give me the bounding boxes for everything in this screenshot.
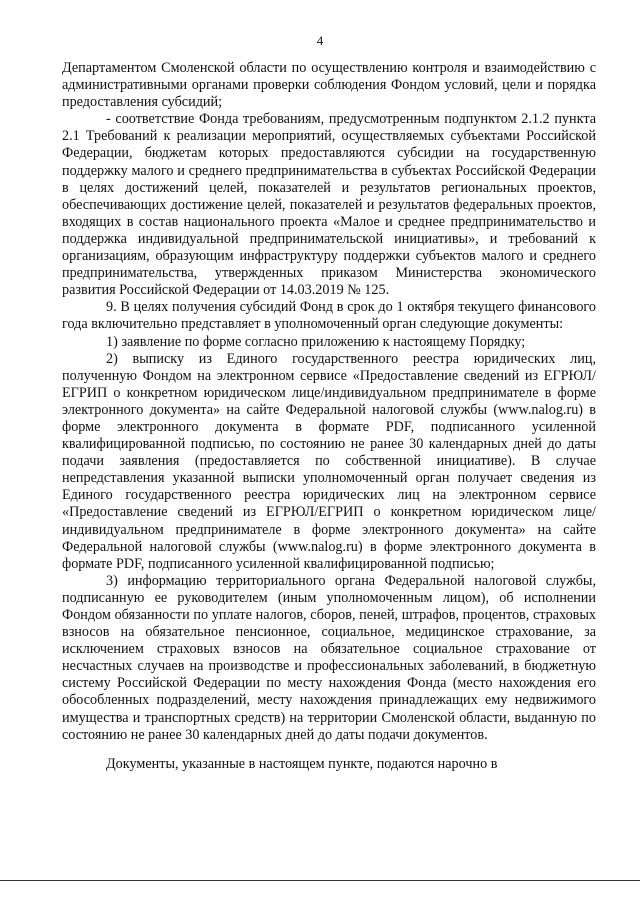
list-item-application: 1) заявление по форме согласно приложению к настоящему Порядку; — [106, 333, 526, 350]
footer-divider — [0, 880, 640, 881]
page-number: 4 — [316, 33, 324, 48]
paragraph-department-control: Департаментом Смоленской области по осуществлению контроля и взаимодействию с административными органами проверки соблюдения Фондом условий, цели и порядка предоставления субсидий; — [62, 60, 596, 111]
paragraph-documents-submission: Документы, указанные в настоящем пункте, подаются нарочно в — [106, 755, 498, 772]
paragraph-clause-9: 9. В целях получения субсидий Фонд в срок до 1 октября текущего финансового года включительно представляет в уполномоченный орган следующие документы: — [62, 299, 596, 333]
list-item-tax-information: 3) информацию территориального органа Федеральной налоговой службы, подписанную ее руководителем (иным уполномоченным лицом), об исполнении Фондом обязанности по уплате налогов, сборов, пеней, штрафов, процентов, страховых взносов на обязательное пенсионное, социальное, медицинское страхование, за исключением страховых взносов на обязательное социальное страхование от несчастных случаев на производстве и профессиональных заболеваний, в бюджетную систему Российской Федерации по месту нахождения Фонда (место нахождения его обособленных подразделений, месту нахождения принадлежащих ему недвижимого имущества и транспортных средств) на территории Смоленской области, выданную по состоянию не ранее 30 календарных дней до даты подачи документов. — [62, 572, 596, 743]
document-body — [62, 60, 596, 773]
list-item-egrul-extract: 2) выписку из Единого государственного реестра юридических лиц, полученную Фондом на электронном сервисе «Предоставление сведений из ЕГРЮЛ/ЕГРИП о конкретном юридическом лице/индивидуальном предпринимателе в форме электронного документа» на сайте Федеральной налоговой службы (www.nalog.ru) в форме электронного документа в формате PDF, подписанного усиленной квалифицированной подписью, по состоянию не ранее 30 календарных дней до даты подачи заявления (предоставляется по собственной инициативе). В случае непредставления указанной выписки уполномоченный орган получает сведения из Единого государственного реестра юридических лиц на электронном сервисе «Предоставление сведений из ЕГРЮЛ/ЕГРИП о конкретном юридическом лице/индивидуальном предпринимателе в форме электронного документа» на сайте Федеральной налоговой службы (www.nalog.ru) в форме электронного документа в формате PDF, подписанного усиленной квалифицированной подписью; — [62, 350, 596, 572]
paragraph-fund-requirements: - соответствие Фонда требованиям, предусмотренным подпунктом 2.1.2 пункта 2.1 Требований к реализации мероприятий, осуществляемых субъектами Российской Федерации, бюджетам которых предоставляются субсидии на государственную поддержку малого и среднего предпринимательства в субъектах Российской Федерации в целях достижений целей, показателей и результатов региональных проектов, обеспечивающих достижение целей, показателей и результатов федеральных проектов, входящих в состав национального проекта «Малое и среднее предпринимательство и поддержка индивидуальной предпринимательской инициативы», и требований к организациям, образующим инфраструктуру поддержки субъектов малого и среднего предпринимательства, утвержденных приказом Министерства экономического развития Российской Федерации от 14.03.2019 № 125. — [62, 111, 596, 299]
